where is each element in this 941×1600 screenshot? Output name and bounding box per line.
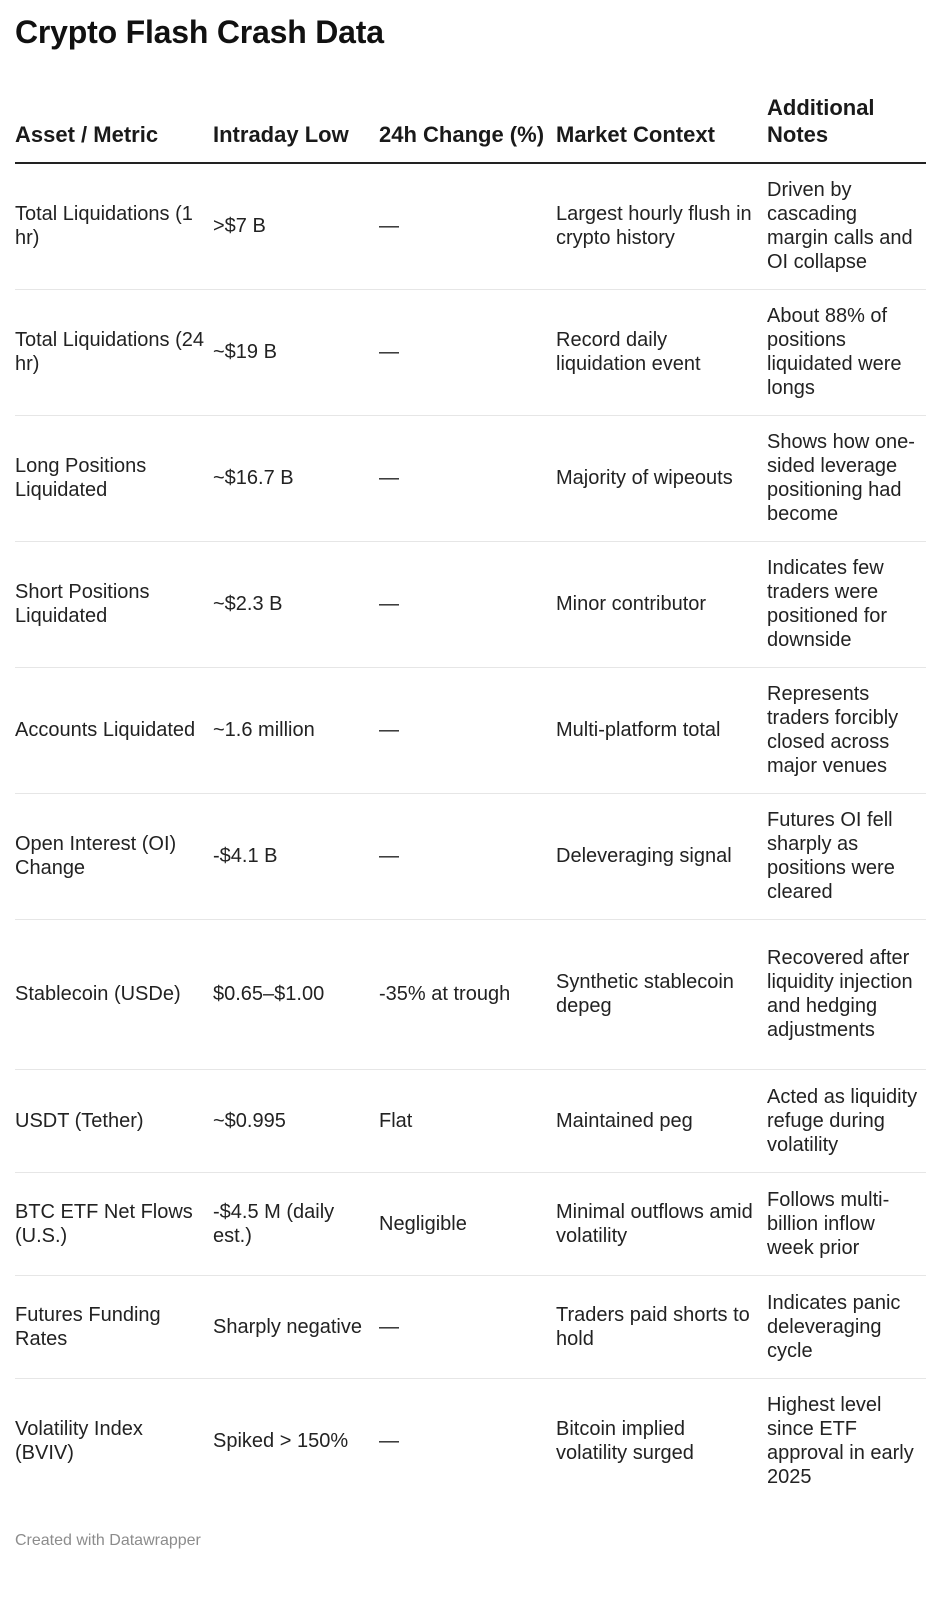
cell-24h-change: -35% at trough (379, 919, 556, 1069)
cell-24h-change: — (379, 1275, 556, 1378)
cell-24h-change: — (379, 289, 556, 415)
cell-additional-notes: Highest level since ETF approval in early 2025 (767, 1394, 914, 1489)
cell-additional-notes: Indicates panic deleveraging cycle (767, 1275, 926, 1378)
cell-24h-change: — (379, 415, 556, 541)
column-header-asset-metric: Asset / Metric (15, 90, 213, 163)
cell-asset-metric: USDT (Tether) (15, 1069, 213, 1172)
table-row (15, 1172, 926, 1275)
cell-asset-metric: Long Positions Liquidated (15, 415, 213, 541)
cell-24h-change: — (379, 541, 556, 667)
cell-asset-metric: Futures Funding Rates (15, 1275, 213, 1378)
cell-additional-notes: Represents traders forcibly closed across major venues (767, 667, 926, 793)
cell-intraday-low: Sharply negative (213, 1275, 379, 1378)
cell-asset-metric: Total Liquidations (24 hr) (15, 289, 213, 415)
table-row (15, 667, 926, 793)
cell-additional-notes: Futures OI fell sharply as positions were cleared (767, 793, 926, 919)
chart-title: Crypto Flash Crash Data (15, 14, 384, 50)
cell-asset-metric: BTC ETF Net Flows (U.S.) (15, 1172, 213, 1275)
cell-market-context: Bitcoin implied volatility surged (556, 1418, 694, 1465)
cell-market-context: Minimal outflows amid volatility (556, 1172, 767, 1275)
cell-intraday-low: ~$2.3 B (213, 541, 379, 667)
column-header-24h-change: 24h Change (%) (379, 90, 556, 163)
table-row (15, 163, 926, 289)
cell-intraday-low: ~$0.995 (213, 1069, 379, 1172)
cell-market-context: Largest hourly flush in crypto history (556, 163, 767, 289)
column-header-additional-notes: Additional Notes (767, 90, 926, 163)
table-row (15, 1275, 926, 1378)
table-row (15, 1378, 926, 1504)
cell-market-context: Multi-platform total (556, 667, 767, 793)
cell-additional-notes: Shows how one-sided leverage positioning had become (767, 415, 926, 541)
cell-24h-change: — (379, 1430, 399, 1453)
datawrapper-credit: Created with Datawrapper (15, 1532, 201, 1549)
cell-market-context: Traders paid shorts to hold (556, 1275, 767, 1378)
cell-asset-metric: Short Positions Liquidated (15, 541, 213, 667)
cell-additional-notes: About 88% of positions liquidated were longs (767, 289, 926, 415)
table-row (15, 793, 926, 919)
cell-asset-metric: Total Liquidations (1 hr) (15, 163, 213, 289)
table-header-row (15, 90, 926, 163)
cell-market-context: Synthetic stablecoin depeg (556, 919, 767, 1069)
cell-24h-change: — (379, 667, 556, 793)
table-row (15, 541, 926, 667)
cell-intraday-low: -$4.5 M (daily est.) (213, 1172, 379, 1275)
cell-asset-metric: Accounts Liquidated (15, 667, 213, 793)
cell-additional-notes: Driven by cascading margin calls and OI collapse (767, 163, 926, 289)
cell-intraday-low: >$7 B (213, 163, 379, 289)
cell-additional-notes: Recovered after liquidity injection and hedging adjustments (767, 919, 926, 1069)
cell-market-context: Record daily liquidation event (556, 289, 767, 415)
cell-additional-notes: Indicates few traders were positioned for downside (767, 541, 926, 667)
cell-market-context: Maintained peg (556, 1069, 767, 1172)
cell-additional-notes: Follows multi-billion inflow week prior (767, 1172, 926, 1275)
cell-intraday-low: ~$19 B (213, 289, 379, 415)
cell-intraday-low: $0.65–$1.00 (213, 919, 379, 1069)
data-table (15, 90, 926, 1504)
cell-market-context: Minor contributor (556, 541, 767, 667)
cell-24h-change: Flat (379, 1069, 556, 1172)
cell-intraday-low: ~1.6 million (213, 667, 379, 793)
cell-intraday-low: -$4.1 B (213, 793, 379, 919)
column-header-market-context: Market Context (556, 90, 767, 163)
table-row (15, 415, 926, 541)
cell-asset-metric: Open Interest (OI) Change (15, 793, 213, 919)
table-row (15, 1069, 926, 1172)
cell-market-context: Majority of wipeouts (556, 415, 767, 541)
cell-asset-metric: Volatility Index (BVIV) (15, 1418, 143, 1465)
column-header-intraday-low: Intraday Low (213, 90, 379, 163)
cell-24h-change: Negligible (379, 1172, 556, 1275)
cell-market-context: Deleveraging signal (556, 793, 767, 919)
cell-asset-metric: Stablecoin (USDe) (15, 919, 213, 1069)
table-row (15, 289, 926, 415)
cell-intraday-low: Spiked > 150% (213, 1430, 349, 1453)
cell-additional-notes: Acted as liquidity refuge during volatility (767, 1069, 926, 1172)
cell-24h-change: — (379, 793, 556, 919)
cell-24h-change: — (379, 163, 556, 289)
table-row (15, 919, 926, 1069)
cell-intraday-low: ~$16.7 B (213, 415, 379, 541)
